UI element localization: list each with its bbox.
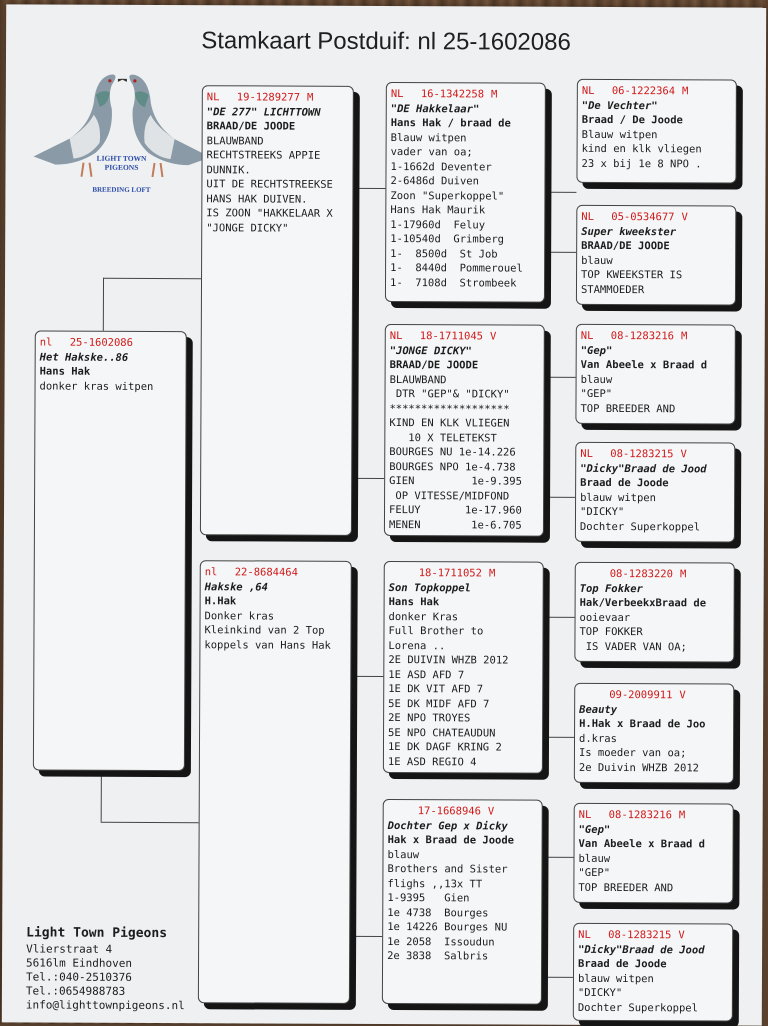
ring-number: 16-1342258: [421, 87, 484, 102]
info-line: "JONGE DICKY": [206, 221, 348, 236]
contact-name: Light Town Pigeons: [26, 924, 185, 943]
logo-line-3: BREEDING LOFT: [92, 186, 151, 194]
ring-number: 19-1289277: [237, 90, 300, 105]
sex-marker: M: [491, 87, 497, 102]
info-line: 2e 3838 Salbris: [387, 949, 537, 964]
pigeon-name: "DE 277" LICHTTOWN: [207, 105, 349, 120]
connector-sd-to-sdd: [547, 497, 575, 498]
info-line: d.kras: [579, 731, 729, 746]
card-header: [390, 329, 540, 344]
country-code: NL: [578, 928, 608, 943]
card-dam-dam: [382, 799, 543, 1005]
info-line: 1- 8440d Pommerouel: [390, 261, 540, 276]
info-line: blauw: [581, 372, 731, 387]
info-line: 1-10540d Grimberg: [390, 232, 540, 247]
info-line: 1E DK DAGF KRING 2: [388, 740, 538, 755]
info-line: Hans Hak Maurik: [390, 203, 540, 218]
sex-marker: V: [490, 329, 496, 344]
info-line: Brothers and Sister: [387, 862, 537, 877]
info-line: Blauw witpen: [582, 127, 732, 142]
page-title: Stamkaart Postduif: nl 25-1602086: [6, 26, 766, 57]
card-sire-dam-dam: [575, 442, 735, 543]
sex-marker: V: [680, 447, 686, 462]
owner-name: Van Abeele x Braad d: [579, 837, 729, 852]
sex-marker: M: [682, 84, 688, 99]
info-line: FELUY 1e-17.960: [389, 503, 539, 518]
pigeon-name: Super kweekster: [581, 224, 731, 239]
owner-name: Braad de Joode: [580, 476, 730, 491]
info-line: 1-1662d Deventer: [390, 160, 540, 175]
owner-name: Hak x Braad de Joode: [388, 833, 538, 848]
pigeon-name: Beauty: [579, 702, 729, 717]
contact-tel: Tel.:040-2510376: [26, 970, 185, 985]
card-header: [205, 565, 347, 580]
info-line: Blauw witpen: [391, 131, 541, 146]
contact-street: Vlierstraat 4: [26, 942, 185, 957]
info-line: 23 x bij 1e 8 NPO .: [582, 156, 732, 171]
contact-mobile: Tel.:0654988783: [26, 984, 185, 999]
country-code: nl: [205, 565, 235, 580]
info-line: 1E ASD AFD 7: [388, 668, 538, 683]
ring-number: 18-1711052: [419, 566, 482, 581]
card-dam: [198, 560, 352, 1004]
connector-dd-to-ddd: [545, 977, 573, 978]
connector-dd-to-dds: [546, 857, 574, 858]
pigeon-name: "Dicky"Braad de Jood: [578, 942, 728, 957]
info-line: Dochter Superkoppel: [580, 519, 730, 534]
info-line: ooievaar: [580, 610, 730, 625]
connector-ds-to-dsd: [546, 737, 574, 738]
card-sire-sire-dam: [576, 205, 736, 306]
info-line: MENEN 1e-6.705: [389, 518, 539, 533]
connector-dam-to-dd: [354, 936, 382, 937]
info-line: *******************: [389, 402, 539, 417]
country-code: [388, 804, 418, 819]
info-line: blauw witpen: [580, 490, 730, 505]
country-code: [579, 688, 609, 703]
owner-name: Hans Hak / braad de: [391, 116, 541, 131]
sex-marker: M: [307, 91, 313, 106]
sex-marker: V: [488, 804, 494, 819]
pigeon-name: Het Hakske..86: [40, 350, 182, 365]
pigeon-name: "Dicky"Braad de Jood: [580, 461, 730, 476]
logo-line-2: PIGEONS: [105, 163, 139, 172]
info-line: "GEP": [578, 866, 728, 881]
card-header: [579, 808, 729, 823]
info-line: 5E DK MIDF AFD 7: [388, 697, 538, 712]
connector-ds-pair: [546, 617, 548, 737]
ring-number: 08-1283215: [610, 447, 673, 462]
pigeon-name: "JONGE DICKY": [390, 344, 540, 359]
card-header: [579, 688, 729, 703]
card-header: [578, 928, 728, 943]
connector-subject-vertical-lower: [101, 775, 102, 822]
pigeon-name: "De Vechter": [582, 98, 732, 113]
info-line: 1e 2058 Issoudun: [387, 935, 537, 950]
connector-sire-pair: [356, 188, 358, 478]
info-line: 1- 7108d Strombeek: [390, 276, 540, 291]
info-line: Dochter Superkoppel: [578, 1000, 728, 1015]
info-line: 2-6486d Duiven: [390, 174, 540, 189]
ring-number: 25-1602086: [70, 336, 133, 351]
ring-number: 05-0534677: [611, 210, 674, 225]
connector-sd-to-sds: [548, 377, 576, 378]
card-header: [391, 87, 541, 102]
card-dam-dam-dam: [573, 923, 733, 1022]
country-code: NL: [582, 84, 612, 99]
contact-city: 5616lm Eindhoven: [26, 956, 185, 971]
info-line: TOP BREEDER AND: [580, 401, 730, 416]
connector-subject-vertical: [103, 278, 104, 331]
ring-number: 08-1283216: [609, 808, 672, 823]
info-line: 1e 14226 Bourges NU: [387, 920, 537, 935]
card-header: [581, 329, 731, 344]
connector-dam-to-ds: [355, 676, 383, 677]
connector-sd-pair: [547, 377, 549, 497]
ring-number: 08-1283220: [610, 567, 673, 582]
info-line: blauw: [578, 851, 728, 866]
sex-marker: M: [680, 567, 686, 582]
sex-marker: M: [489, 566, 495, 581]
card-sire-sire-sire: [576, 79, 736, 184]
info-line: koppels van Hans Hak: [204, 638, 346, 653]
country-code: NL: [581, 329, 611, 344]
info-line: 10 X TELETEKST: [389, 431, 539, 446]
country-code: [580, 567, 610, 582]
info-line: blauw: [387, 848, 537, 863]
info-line: RECHTSTREEKS APPIE: [207, 148, 349, 163]
info-line: 5E NPO CHATEAUDUN: [388, 726, 538, 741]
owner-name: Hans Hak: [40, 364, 182, 379]
info-line: kind en klk vliegen: [582, 142, 732, 157]
connector-dam-pair: [354, 676, 356, 936]
country-code: NL: [207, 90, 237, 105]
info-line: HANS HAK DUIVEN.: [206, 192, 348, 207]
info-line: flighs ,,13x TT: [387, 877, 537, 892]
country-code: [389, 566, 419, 581]
info-line: vader van oa;: [391, 145, 541, 160]
card-header: [207, 90, 349, 105]
card-sire-dam: [384, 324, 545, 537]
info-line: STAMMOEDER: [581, 282, 731, 297]
owner-name: BRAAD/DE JOODE: [581, 239, 731, 254]
card-header: [582, 84, 732, 99]
info-line: KIND EN KLK VLIEGEN: [389, 416, 539, 431]
info-line: "GEP": [580, 387, 730, 402]
connector-ds-to-dss: [547, 617, 575, 618]
owner-name: BRAAD/DE JOODE: [390, 358, 540, 373]
owner-name: Hak/VerbeekxBraad de: [580, 596, 730, 611]
sex-marker: V: [678, 928, 684, 943]
info-line: TOP KWEEKSTER IS: [581, 268, 731, 283]
info-line: TOP BREEDER AND: [578, 880, 728, 895]
ring-number: 06-1222364: [612, 84, 675, 99]
card-sire-dam-sire: [575, 324, 735, 425]
connector-ss-pair: [548, 192, 549, 252]
info-line: 1-9395 Gien: [387, 891, 537, 906]
owner-name: Braad de Joode: [578, 957, 728, 972]
pigeon-name: "Gep": [579, 822, 729, 837]
ring-number: 09-2009911: [609, 688, 672, 703]
info-line: UIT DE RECHTSTREEKSE: [206, 177, 348, 192]
pigeon-name: Top Fokker: [580, 581, 730, 596]
pedigree-sheet: [2, 4, 766, 1025]
card-sire: [200, 85, 354, 536]
country-code: NL: [579, 808, 609, 823]
info-line: blauw witpen: [578, 971, 728, 986]
info-line: "DICKY": [578, 986, 728, 1001]
info-line: 1- 8500d St Job: [390, 247, 540, 262]
card-dam-sire: [383, 561, 544, 774]
sex-marker: M: [679, 808, 685, 823]
info-line: Donker kras: [205, 609, 347, 624]
info-line: Full Brother to: [388, 624, 538, 639]
card-dam-sire-sire: [574, 562, 734, 663]
card-header: [40, 335, 182, 350]
connector-subject-to-sire: [103, 278, 201, 279]
sex-marker: V: [679, 688, 685, 703]
info-line: GIEN 1e-9.395: [389, 474, 539, 489]
contact-email: info@lighttownpigeons.nl: [26, 998, 185, 1013]
card-dam-sire-dam: [574, 683, 734, 784]
info-line: 2E NPO TROYES: [388, 711, 538, 726]
ring-number: 08-1283215: [608, 928, 671, 943]
country-code: NL: [580, 447, 610, 462]
pigeon-name: Son Topkoppel: [389, 581, 539, 596]
sex-marker: M: [681, 329, 687, 344]
pigeon-name: Dochter Gep x Dicky: [388, 819, 538, 834]
info-line: DTR "GEP"& "DICKY": [389, 387, 539, 402]
info-line: OP VITESSE/MIDFOND: [389, 489, 539, 504]
connector-subject-to-dam: [101, 822, 199, 823]
info-line: blauw: [581, 253, 731, 268]
pigeon-name: "Gep": [581, 343, 731, 358]
country-code: nl: [40, 335, 70, 350]
info-line: BLAUWBAND: [390, 373, 540, 388]
ring-number: 08-1283216: [611, 329, 674, 344]
info-line: Lorena ..: [388, 639, 538, 654]
ring-number: 17-1668946: [418, 804, 481, 819]
owner-name: Braad / De Joode: [582, 113, 732, 128]
card-header: [580, 447, 730, 462]
card-header: [388, 804, 538, 819]
country-code: NL: [390, 329, 420, 344]
owner-name: H.Hak x Braad de Joo: [579, 717, 729, 732]
info-line: 1E ASD REGIO 4: [388, 755, 538, 770]
info-line: 2E DUIVIN WHZB 2012: [388, 653, 538, 668]
connector-sire-to-sd: [356, 478, 384, 479]
connector-sire-to-ss: [357, 188, 385, 189]
owner-name: Van Abeele x Braad d: [581, 358, 731, 373]
info-line: 1e 4738 Bourges: [387, 906, 537, 921]
pigeon-name: Hakske ,64: [205, 580, 347, 595]
owner-name: BRAAD/DE JOODE: [207, 119, 349, 134]
ring-number: 22-8684464: [235, 565, 298, 580]
card-dam-dam-sire: [573, 803, 733, 904]
pigeons-logo: [29, 64, 215, 205]
info-line: IS VADER VAN OA;: [579, 639, 729, 654]
info-line: 1-17960d Feluy: [390, 218, 540, 233]
logo-line-1: LIGHT TOWN: [97, 154, 147, 163]
pigeon-name: "DE Hakkelaar": [391, 102, 541, 117]
info-line: BOURGES NU 1e-14.226: [389, 445, 539, 460]
info-line: Zoon "Superkoppel": [390, 189, 540, 204]
info-line: IS ZOON "HAKKELAAR X: [206, 206, 348, 221]
card-header: [580, 567, 730, 582]
info-line: "DICKY": [580, 505, 730, 520]
info-line: 2e Duivin WHZB 2012: [579, 760, 729, 775]
owner-name: H.Hak: [205, 594, 347, 609]
contact-block: [26, 924, 185, 1013]
info-line: 1E DK VIT AFD 7: [388, 682, 538, 697]
country-code: NL: [391, 87, 421, 102]
card-subject: [33, 330, 187, 771]
country-code: NL: [581, 210, 611, 225]
connector-ss-to-sss: [548, 192, 576, 193]
card-header: [389, 566, 539, 581]
info-line: donker kras witpen: [40, 379, 182, 394]
card-sire-sire: [385, 82, 546, 303]
ring-number: 18-1711045: [420, 329, 483, 344]
info-line: TOP FOKKER: [579, 625, 729, 640]
info-line: DUNNIK.: [206, 163, 348, 178]
owner-name: Hans Hak: [389, 595, 539, 610]
info-line: BLAUWBAND: [207, 134, 349, 149]
card-header: [581, 210, 731, 225]
connector-ss-to-ssd: [548, 252, 576, 253]
sex-marker: V: [681, 210, 687, 225]
connector-dd-pair: [545, 857, 547, 977]
info-line: Kleinkind van 2 Top: [204, 623, 346, 638]
info-line: donker Kras: [389, 610, 539, 625]
info-line: BOURGES NPO 1e-4.738: [389, 460, 539, 475]
info-line: Is moeder van oa;: [579, 746, 729, 761]
